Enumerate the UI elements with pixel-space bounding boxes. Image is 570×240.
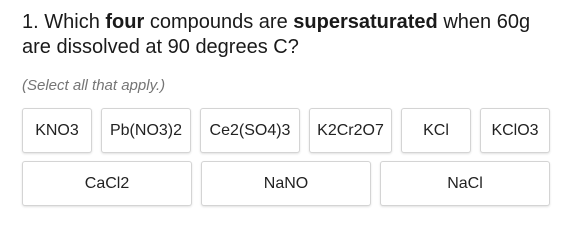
options-row-1 bbox=[22, 108, 550, 153]
option-cacl2[interactable]: CaCl2 bbox=[22, 161, 192, 206]
option-k2cr2o7[interactable]: K2Cr2O7 bbox=[309, 108, 392, 153]
question-emphasis-supersaturated: supersaturated bbox=[293, 11, 438, 33]
question-part-1: Which bbox=[44, 11, 100, 33]
select-all-hint: (Select all that apply.) bbox=[22, 77, 166, 94]
question-emphasis-four: four bbox=[105, 11, 145, 33]
question-part-3: when 60g are dissolved at 90 degrees C? bbox=[22, 11, 531, 58]
option-nano[interactable]: NaNO bbox=[201, 161, 371, 206]
option-pbno32[interactable]: Pb(NO3)2 bbox=[101, 108, 191, 153]
question-text bbox=[22, 10, 552, 60]
option-kno3[interactable]: KNO3 bbox=[22, 108, 92, 153]
option-kclo3[interactable]: KClO3 bbox=[480, 108, 550, 153]
options-row-2 bbox=[22, 161, 550, 206]
question-part-2: compounds are bbox=[149, 11, 288, 33]
option-ce2so43[interactable]: Ce2(SO4)3 bbox=[200, 108, 300, 153]
option-kcl[interactable]: KCl bbox=[401, 108, 471, 153]
option-nacl[interactable]: NaCl bbox=[380, 161, 550, 206]
question-number: 1. bbox=[22, 11, 39, 33]
